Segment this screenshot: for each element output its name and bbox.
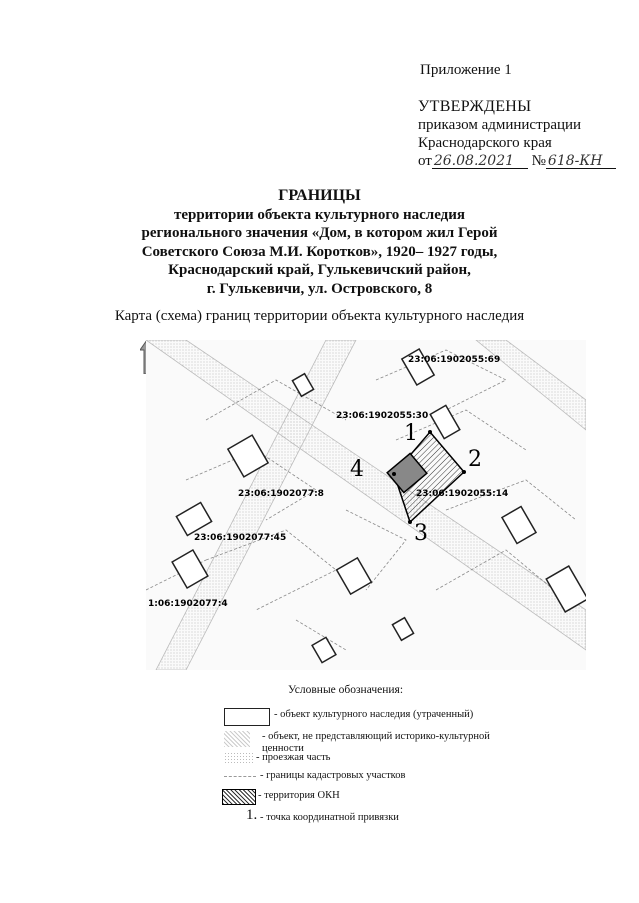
approval-date-row <box>418 152 616 170</box>
legend-item-heritage-lost: - объект культурного наследия (утраченный) <box>274 709 474 720</box>
legend-item-point: - точка координатной привязки <box>260 812 399 823</box>
legend-item-non-heritage: - объект, не представляющий историко-культурной ценности <box>262 731 490 754</box>
handwritten-number: 618-КН <box>546 154 616 169</box>
title-line-1: ГРАНИЦЫ <box>278 187 361 204</box>
point-label: 3 <box>414 521 428 546</box>
title-line-4: Советского Союза М.И. Коротков», 1920– 1927 годы, <box>141 243 498 260</box>
approved-line-3: Краснодарского края <box>418 135 552 151</box>
cadastral-label: 23:06:1902055:30 <box>336 411 429 421</box>
legend-item-roadway: - проезжая часть <box>256 752 331 763</box>
number-prefix: № <box>531 153 546 169</box>
map-background <box>146 340 586 670</box>
point-label: 1 <box>404 421 418 446</box>
cadastral-label: 1:06:1902077:4 <box>148 599 228 609</box>
legend-swatch-heritage-lost <box>224 708 270 726</box>
legend-swatch-non-heritage <box>224 731 250 747</box>
map-caption: Карта (схема) границ территории объекта культурного наследия <box>114 308 525 324</box>
approved-title: УТВЕРЖДЕНЫ <box>418 98 532 115</box>
cadastral-label: 23:06:1902055:14 <box>416 489 509 499</box>
legend-swatch-roadway <box>224 752 254 764</box>
legend-item-cadastral: - границы кадастровых участков <box>260 770 406 781</box>
appendix-label: Приложение 1 <box>420 62 512 78</box>
legend-title: Условные обозначения: <box>288 684 404 696</box>
title-line-6: г. Гулькевичи, ул. Островского, 8 <box>206 280 433 297</box>
cadastral-label: 23:06:1902077:8 <box>238 489 324 499</box>
title-line-5: Краснодарский край, Гулькевичский район, <box>168 262 471 278</box>
legend-swatch-cadastral <box>224 776 256 777</box>
date-prefix: от <box>418 153 432 169</box>
document-title <box>0 187 639 298</box>
cadastral-label: 23:06:1902077:45 <box>194 533 287 543</box>
boundary-map <box>146 340 586 670</box>
point-label: 2 <box>468 447 482 472</box>
handwritten-date: 26.08.2021 <box>432 154 528 169</box>
title-line-3: регионального значения «Дом, в котором жил Герой <box>141 225 498 241</box>
point-label: 4 <box>350 457 364 482</box>
approved-line-2: приказом администрации <box>418 117 582 133</box>
legend-point-symbol: 1. <box>246 807 258 823</box>
title-line-2: территории объекта культурного наследия <box>173 206 466 223</box>
legend-swatch-territory <box>222 789 256 805</box>
cadastral-label: 23:06:1902055:69 <box>408 355 501 365</box>
approval-block <box>418 98 616 170</box>
legend-item-territory: - территория ОКН <box>258 790 340 801</box>
